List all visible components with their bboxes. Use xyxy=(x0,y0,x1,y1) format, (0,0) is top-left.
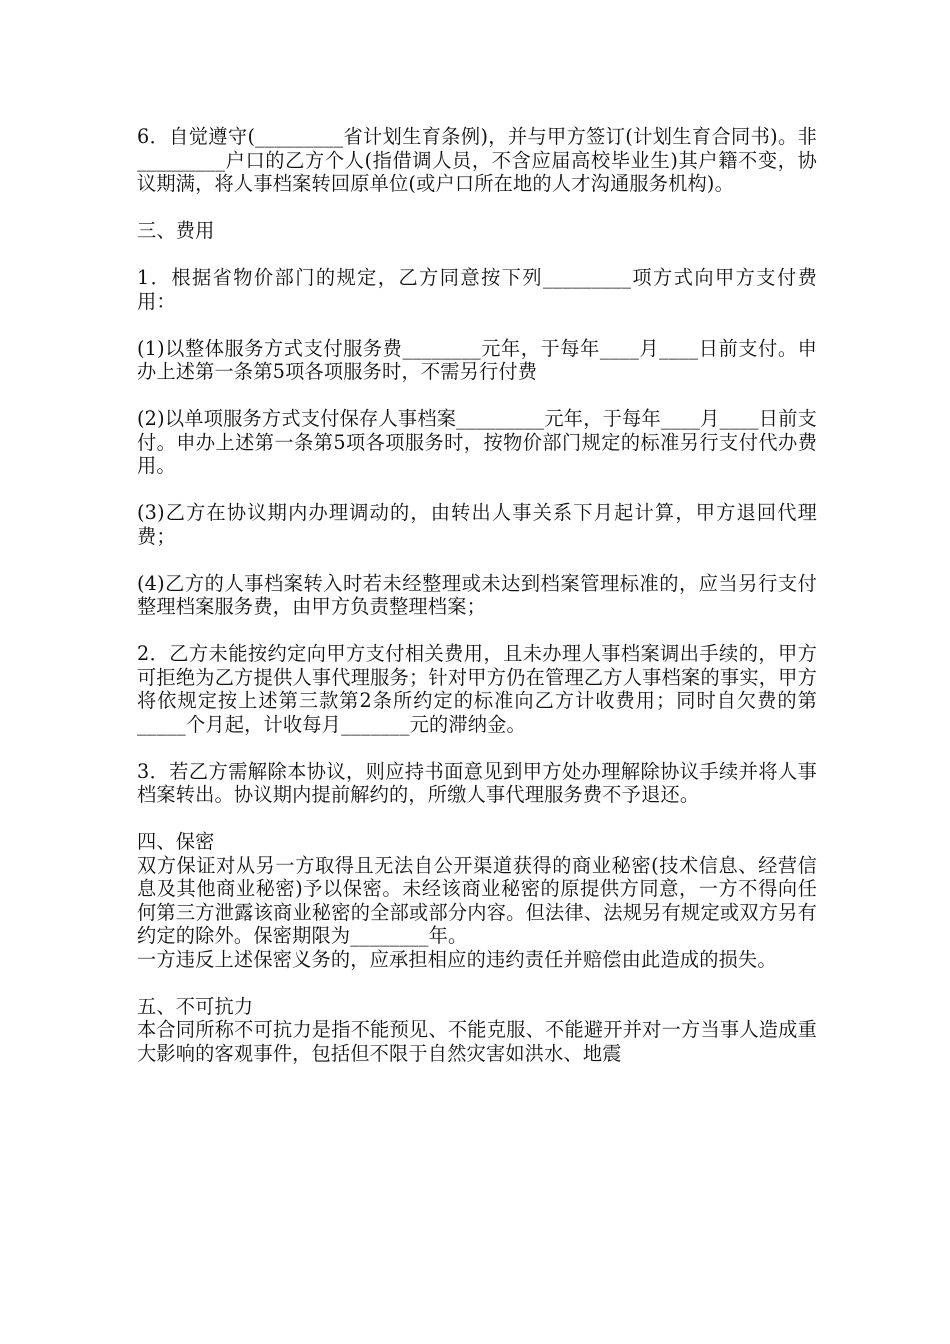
section-title-confidentiality: 四、保密 xyxy=(137,830,215,853)
paragraph-compliance: 6．自觉遵守(_________省计划生育条例)，并与甲方签订(计划生育合同书)。非_________户口的乙方个人(指借调人员，不含应届高校毕业生)其户籍不变，协议期满，将人事档案转回原单位(或户口所在地的人才沟通服务机构)。 xyxy=(137,125,817,195)
paragraph-fee-item-1: (1)以整体服务方式支付服务费________元年，于每年____月____日前支付。申办上述第一条第5项各项服务时，不需另行付费 xyxy=(137,336,817,383)
paragraph-fee-item-2: (2)以单项服务方式支付保存人事档案_________元年，于每年____月____日前支付。申办上述第一条第5项各项服务时，按物价部门规定的标准另行支付代办费用。 xyxy=(137,407,817,477)
paragraph-fee-method: 1．根据省物价部门的规定，乙方同意按下列_________项方式向甲方支付费用： xyxy=(137,266,817,313)
document-page xyxy=(137,125,817,1065)
paragraph-fee-item-3: (3)乙方在协议期内办理调动的，由转出人事关系下月起计算，甲方退回代理费； xyxy=(137,501,817,548)
paragraph-termination: 3．若乙方需解除本协议，则应持书面意见到甲方处办理解除协议手续并将人事档案转出。协议期内提前解约的，所缴人事代理服务费不予退还。 xyxy=(137,759,817,806)
paragraph-confidentiality: 双方保证对从另一方取得且无法自公开渠道获得的商业秘密(技术信息、经营信息及其他商业秘密)予以保密。未经该商业秘密的原提供方同意，一方不得向任何第三方泄露该商业秘密的全部或部分内容。但法律、法规另有规定或双方另有约定的除外。保密期限为________年。 xyxy=(137,853,817,947)
paragraph-confidentiality-breach: 一方违反上述保密义务的，应承担相应的违约责任并赔偿由此造成的损失。 xyxy=(137,947,777,971)
paragraph-fee-item-4: (4)乙方的人事档案转入时若未经整理或未达到档案管理标准的，应当另行支付整理档案服务费，由甲方负责整理档案； xyxy=(137,571,817,618)
section-title-fees: 三、费用 xyxy=(137,219,215,242)
paragraph-late-payment: 2．乙方未能按约定向甲方支付相关费用，且未办理人事档案调出手续的，甲方可拒绝为乙方提供人事代理服务；针对甲方仍在管理乙方人事档案的事实，甲方将依规定按上述第三款第2条所约定的标准向乙方计收费用；同时自欠费的第_____个月起，计收每月_______元的滞纳金。 xyxy=(137,642,817,736)
paragraph-force-majeure: 本合同所称不可抗力是指不能预见、不能克服、不能避开并对一方当事人造成重大影响的客观事件，包括但不限于自然灾害如洪水、地震 xyxy=(137,1018,817,1065)
section-title-force-majeure: 五、不可抗力 xyxy=(137,994,254,1018)
